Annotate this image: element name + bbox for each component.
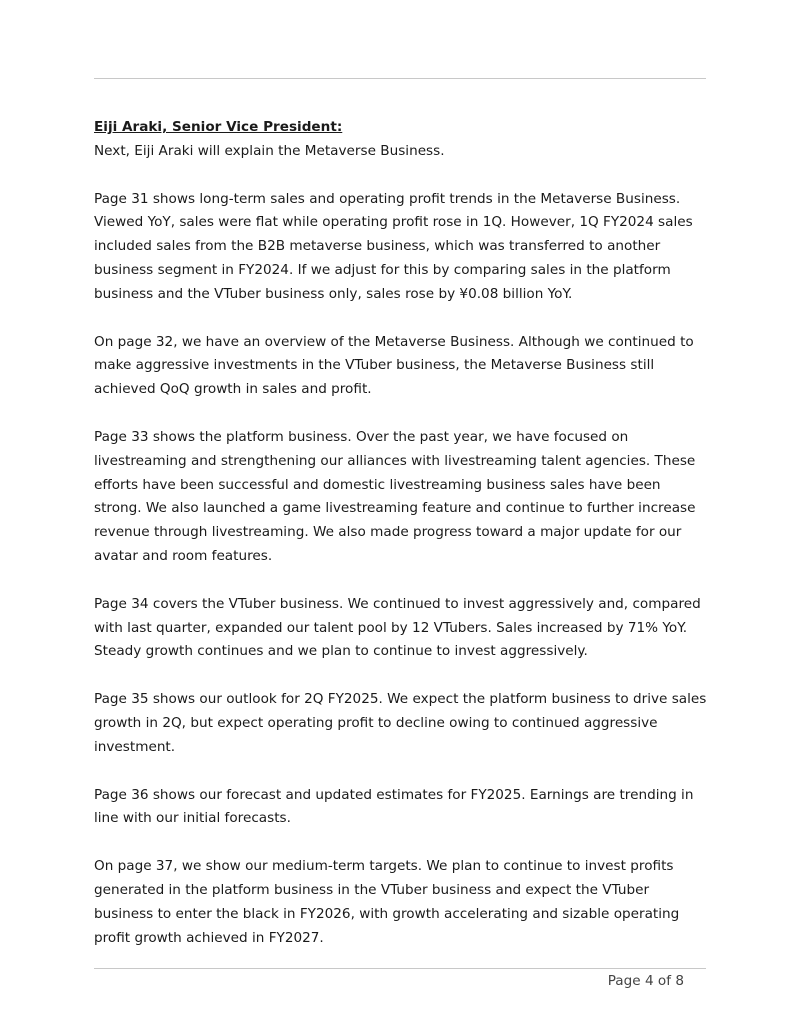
paragraph-page-31: Page 31 shows long-term sales and operating profit trends in the Metaverse Business. Viewed YoY, sales were flat while operating profit rose in 1Q. However, 1Q FY2024 sales included sales from the B2B metaverse business, which was transferred to another business segment in FY2024. If we adjust for this by comparing sales in the platform business and the VTuber business only, sales rose by ¥0.08 billion YoY. (94, 190, 693, 302)
page-number: Page 4 of 8 (607, 973, 684, 989)
paragraph-page-37: On page 37, we show our medium-term targets. We plan to continue to invest profits generated in the platform business in the VTuber business and expect the VTuber business to enter the black in FY2026, with growth accelerating and sizable operating profit growth achieved in FY2027. (94, 858, 680, 946)
speaker-heading: Eiji Araki, Senior Vice President: (94, 119, 343, 135)
paragraph-page-36: Page 36 shows our forecast and updated estimates for FY2025. Earnings are trending in line with our initial forecasts. (94, 786, 694, 827)
paragraph-page-32: On page 32, we have an overview of the Metaverse Business. Although we continued to make aggressive investments in the VTuber business, the Metaverse Business still achieved QoQ growth in sales and profit. (94, 333, 694, 398)
paragraph-page-34: Page 34 covers the VTuber business. We continued to invest aggressively and, compared with last quarter, expanded our talent pool by 12 VTubers. Sales increased by 71% YoY. Steady growth continues and we plan to continue to invest aggressively. (94, 595, 701, 660)
document-body (94, 116, 708, 974)
paragraph-page-33: Page 33 shows the platform business. Over the past year, we have focused on livestreaming and strengthening our alliances with livestreaming talent agencies. These efforts have been successful and domestic livestreaming business sales have been strong. We also launched a game livestreaming feature and continue to further increase revenue through livestreaming. We also made progress toward a major update for our avatar and room features. (94, 428, 696, 564)
footer-divider (94, 968, 706, 969)
paragraph-page-35: Page 35 shows our outlook for 2Q FY2025. We expect the platform business to drive sales growth in 2Q, but expect operating profit to decline owing to continued aggressive investment. (94, 691, 707, 755)
paragraph-intro: Next, Eiji Araki will explain the Metaverse Business. (94, 142, 445, 159)
header-divider (94, 78, 706, 79)
